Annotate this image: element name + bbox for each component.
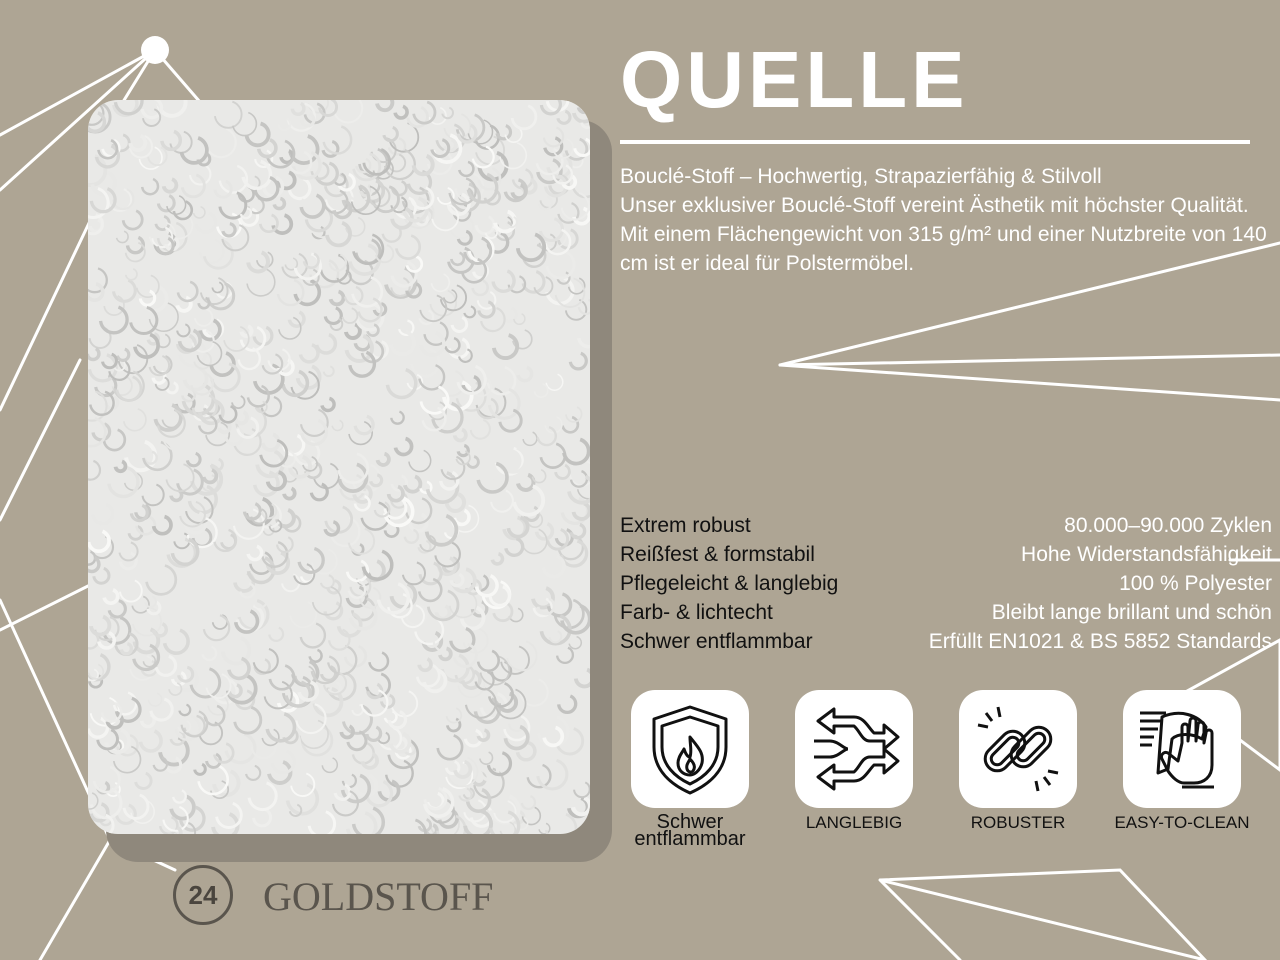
description-heading-strong: Bouclé-Stoff [620, 165, 735, 188]
badge-tile [1123, 690, 1241, 808]
cleaning-glove-icon [1132, 699, 1232, 799]
title-divider [620, 140, 1250, 144]
description-body: Unser exklusiver Bouclé-Stoff vereint Ästhetik mit höchster Qualität. Mit einem Flächengewicht von 315 g/m² und einer Nutzbreite von 140 cm ist er ideal für Polstermöbel. [620, 194, 1267, 275]
feature-badges [620, 690, 1270, 870]
feature-row [620, 569, 1272, 598]
feature-value: Bleibt lange brillant und schön [991, 601, 1272, 624]
badge-tile [795, 690, 913, 808]
crossing-arrows-icon [804, 699, 904, 799]
feature-row [620, 627, 1272, 656]
badge-flame-retardant [620, 690, 760, 848]
chain-link-icon [968, 699, 1068, 799]
feature-name: Schwer entflammbar [620, 630, 813, 653]
feature-name: Farb- & lichtecht [620, 601, 773, 624]
feature-value: Erfüllt EN1021 & BS 5852 Standards [928, 630, 1272, 653]
feature-row [620, 540, 1272, 569]
badge-easy-clean [1112, 690, 1252, 831]
feature-name: Pflegeleicht & langlebig [620, 572, 839, 595]
badge-durable [784, 690, 924, 831]
logo-wordmark: GOLDSTOFF [263, 874, 494, 919]
fabric-swatch-image [88, 100, 590, 834]
feature-row [620, 598, 1272, 627]
badge-tile [631, 690, 749, 808]
badge-label: LANGLEBIG [805, 813, 903, 832]
feature-name: Extrem robust [620, 514, 751, 537]
description-heading [620, 162, 1270, 191]
badge-tile [959, 690, 1077, 808]
feature-value: 80.000–90.000 Zyklen [1064, 514, 1272, 537]
badge-label: EASY-TO-CLEAN [1114, 813, 1250, 832]
product-description [620, 162, 1270, 278]
feature-value: 100 % Polyester [1119, 572, 1272, 595]
feature-name: Reißfest & formstabil [620, 543, 815, 566]
logo-number: 24 [188, 879, 218, 910]
badge-label: Schwer entflammbar [634, 811, 746, 850]
description-heading-rest: – Hochwertig, Strapazierfähig & Stilvoll [734, 165, 1102, 188]
shield-flame-icon [640, 699, 740, 799]
feature-row [620, 511, 1272, 540]
badge-label: ROBUSTER [970, 813, 1066, 832]
logo-badge [173, 865, 233, 925]
product-title: QUELLE [620, 35, 969, 124]
feature-list [620, 511, 1272, 656]
badge-robust [948, 690, 1088, 831]
feature-value: Hohe Widerstandsfähigkeit [1021, 543, 1272, 566]
